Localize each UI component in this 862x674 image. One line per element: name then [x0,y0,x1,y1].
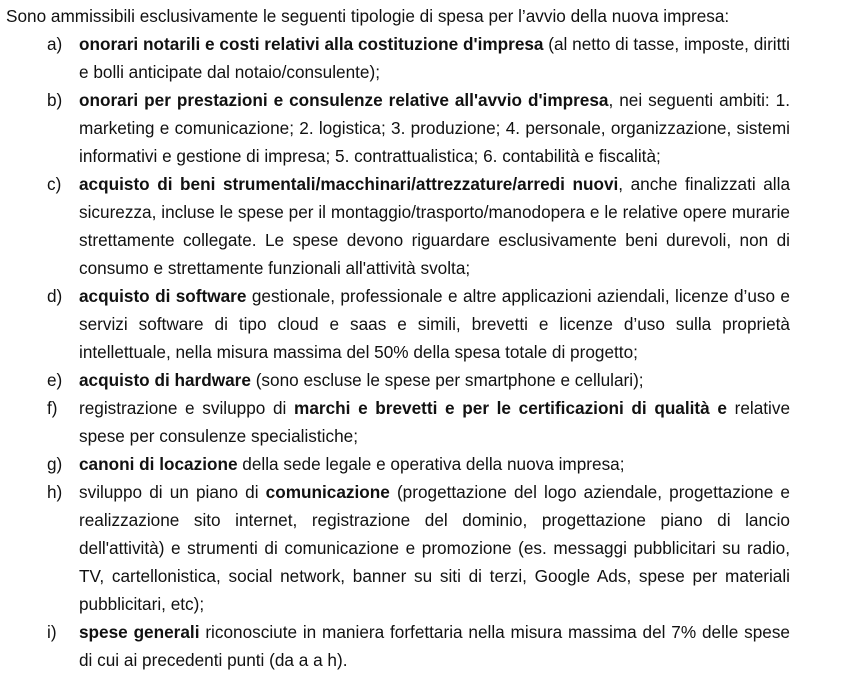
list-item-letter: b) [47,90,63,110]
text-segment: riconosciute in maniera forfettaria nella misura massima del 7% delle spese di cui ai precedenti punti (da a a h). [79,622,790,670]
text-segment: sviluppo di un piano di [79,482,266,502]
text-segment: (sono escluse le spese per smartphone e cellulari); [250,370,644,390]
bold-text-segment: onorari per prestazioni e consulenze relative all'avvio d'impresa [79,90,609,110]
bold-text-segment: spese generali [79,622,200,642]
list-item-letter: e) [47,370,63,390]
list-item-text [79,282,790,366]
expense-list [0,30,862,674]
list-item [0,394,862,450]
bold-text-segment: canoni di locazione [79,454,238,474]
list-item-text [79,170,790,282]
list-item [0,30,862,86]
text-segment: (al netto di tasse, imposte, diritti e bolli anticipate dal notaio/consulente); [79,34,790,82]
list-item-text [79,618,790,674]
bold-text-segment: acquisto di beni strumentali/macchinari/attrezzature/arredi nuovi [79,174,619,194]
text-segment: gestionale, professionale e altre applicazioni aziendali, licenze d’uso e servizi software di tipo cloud e saas e simili, brevetti e licenze d’uso sulla proprietà intellettuale, nella misura massima del 50% della spesa totale di progetto; [79,286,790,362]
list-item [0,478,862,618]
list-item-text [79,478,790,618]
list-item-text [79,450,790,478]
intro-paragraph: Sono ammissibili esclusivamente le seguenti tipologie di spesa per l’avvio della nuova impresa: [6,6,730,26]
list-item [0,366,862,394]
list-item-text [79,86,790,170]
list-item-letter: h) [47,482,63,502]
list-item [0,618,862,674]
bold-text-segment: acquisto di hardware [79,370,251,390]
list-item [0,86,862,170]
bold-text-segment: comunicazione [265,482,390,502]
list-item-letter: f) [47,398,58,418]
list-item [0,282,862,366]
text-segment: (progettazione del logo aziendale, progettazione e realizzazione sito internet, registrazione del dominio, progettazione piano di lancio dell'attività) e strumenti di comunicazione e promozione (es. messaggi pubblicitari su radio, TV, cartellonistica, social network, banner su siti di terzi, Google Ads, spese per materiali pubblicitari, etc); [79,482,790,614]
list-item-text [79,30,790,86]
list-item [0,450,862,478]
bold-text-segment: marchi e brevetti e per le certificazioni di qualità e [294,398,727,418]
text-segment: , nei seguenti ambiti: 1. marketing e comunicazione; 2. logistica; 3. produzione; 4. personale, organizzazione, sistemi informativi e gestione di impresa; 5. contrattualistica; 6. contabilità e fiscalità; [79,90,790,166]
list-item [0,170,862,282]
text-segment: registrazione e sviluppo di [79,398,295,418]
list-item-letter: c) [47,174,62,194]
text-segment: relative spese per consulenze specialistiche; [79,398,791,446]
bold-text-segment: acquisto di software [79,286,247,306]
text-segment: , anche finalizzati alla sicurezza, incluse le spese per il montaggio/trasporto/manodopera e le relative opere murarie strettamente collegate. Le spese devono riguardare esclusivamente beni durevoli, non di consumo e strettamente funzionali all'attività svolta; [79,174,791,278]
list-item-letter: g) [47,454,63,474]
list-item-letter: d) [47,286,63,306]
list-item-letter: i) [47,622,57,642]
list-item-text [79,366,790,394]
bold-text-segment: onorari notarili e costi relativi alla costituzione d'impresa [79,34,544,54]
list-item-letter: a) [47,34,63,54]
text-segment: della sede legale e operativa della nuova impresa; [237,454,625,474]
list-item-text [79,394,790,450]
